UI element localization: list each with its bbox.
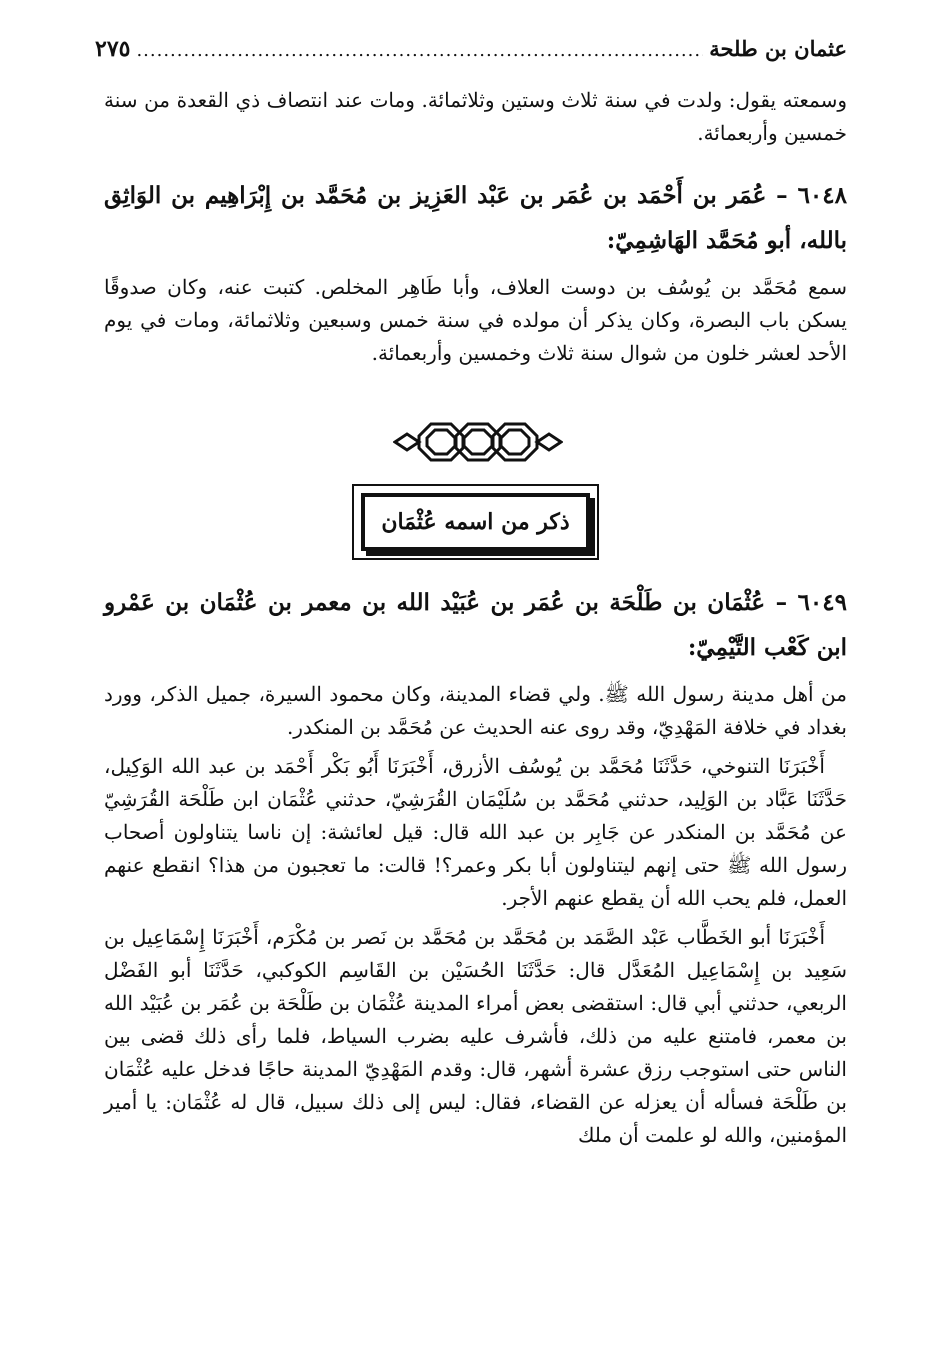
entry-heading: ٦٠٤٩ – عُثْمَان بن طَلْحَة بن عُمَر بن عُبَيْد الله بن معمر بن عُثْمَان بن عَمْرو ابن كَعْب التَّيْمِيّ: [104,589,847,661]
ornament-divider [393,418,563,466]
running-title: عثمان بن طلحة [709,36,847,61]
leader-dots [136,40,703,61]
paragraph: أَخْبَرَنَا أبو الخَطَّاب عَبْد الصَّمَد بن مُحَمَّد بن مُحَمَّد بن نَصر بن مُكْرَم، أَخْبَرَنَا إِسْمَاعِيل بن سَعِيد بن إِسْمَاعِيل المُعَدَّل قال: حَدَّثَنَا الحُسَيْن بن القَاسِم الكوكبي، حَدَّثَنَا أبو الفَضْل الربعي، حدثني أبي قال: استقضى بعض أمراء المدينة عُثْمَان بن طَلْحَة بن عُمَر بن عُبَيْد الله بن معمر، فامتنع عليه من ذلك، فأشرف عليه بضرب السياط، فلما رأى ذلك قضى بين الناس حتى استوجب رزق عشرة أشهر، قال: وقدم المَهْدِيّ المدينة حاجًا فدخل عليه عُثْمَان بن طَلْحَة فسأله أن يعزله عن القضاء، فقال: ليس إلى ذلك سبيل، قال له عُثْمَان: يا أمير المؤمنين، والله لو علمت أن ملك [104,925,847,1147]
ornament-octagon [493,424,537,460]
paragraph: سمع مُحَمَّد بن يُوسُف بن دوست العلاف، وأبا طَاهِر المخلص. كتبت عنه، وكان صدوقًا يسكن باب البصرة، وكان يذكر أن مولده في سنة خمس وسبعين وثلاثمائة، ومات في يوم الأحد لعشر خلون من شوال سنة ثلاث وخمسين وأربعمائة. [104,275,847,365]
paragraph: من أهل مدينة رسول الله ﷺ. ولي قضاء المدينة، وكان محمود السيرة، جميل الذكر، وورد بغداد في خلافة المَهْدِيّ، وقد روى عنه الحديث عن مُحَمَّد بن المنكدر. [104,682,847,739]
page-header [95,36,847,70]
paragraph: أَخْبَرَنَا التنوخي، حَدَّثَنَا مُحَمَّد بن يُوسُف الأزرق، أَخْبَرَنَا أَبُو بَكْر أَحْمَد بن عبد الله الوَكِيل، حَدَّثَنَا عَبَّاد بن الوَلِيد، حدثني مُحَمَّد بن سُلَيْمَان القُرَشِيّ، حدثني عُثْمَان ابن طَلْحَة القُرَشِيّ عن مُحَمَّد بن المنكدر عن جَابِر بن عبد الله قال: قيل لعائشة: إن ناسا يتناولون أصحاب رسول الله ﷺ حتى إنهم ليتناولون أبا بكر وعمر؟! قالت: ما تعجبون من هذا؟ انقطع عنهم العمل، فلم يحب الله أن يقطع عنهم الأجر. [104,754,847,910]
ornament-diamond-right [537,434,561,450]
continued-text [104,84,847,150]
section-title-box [352,484,599,560]
ornament-diamond-left [395,434,419,450]
entry-heading: ٦٠٤٨ – عُمَر بن أَحْمَد بن عُمَر بن عَبْد العَزِيز بن مُحَمَّد بن إِبْرَاهِيم بن الوَاثِق بالله، أبو مُحَمَّد الهَاشِمِيّ: [104,182,847,254]
section-title-frame [361,493,590,551]
page-number: ٢٧٥ [95,36,131,62]
entry-6049 [104,580,847,1152]
entry-6048 [104,173,847,370]
section-title: ذكر من اسمه عُثْمَان [381,509,570,535]
paragraph: وسمعته يقول: ولدت في سنة ثلاث وستين وثلاثمائة. ومات عند انتصاف ذي القعدة من سنة خمسين وأربعمائة. [104,88,847,145]
